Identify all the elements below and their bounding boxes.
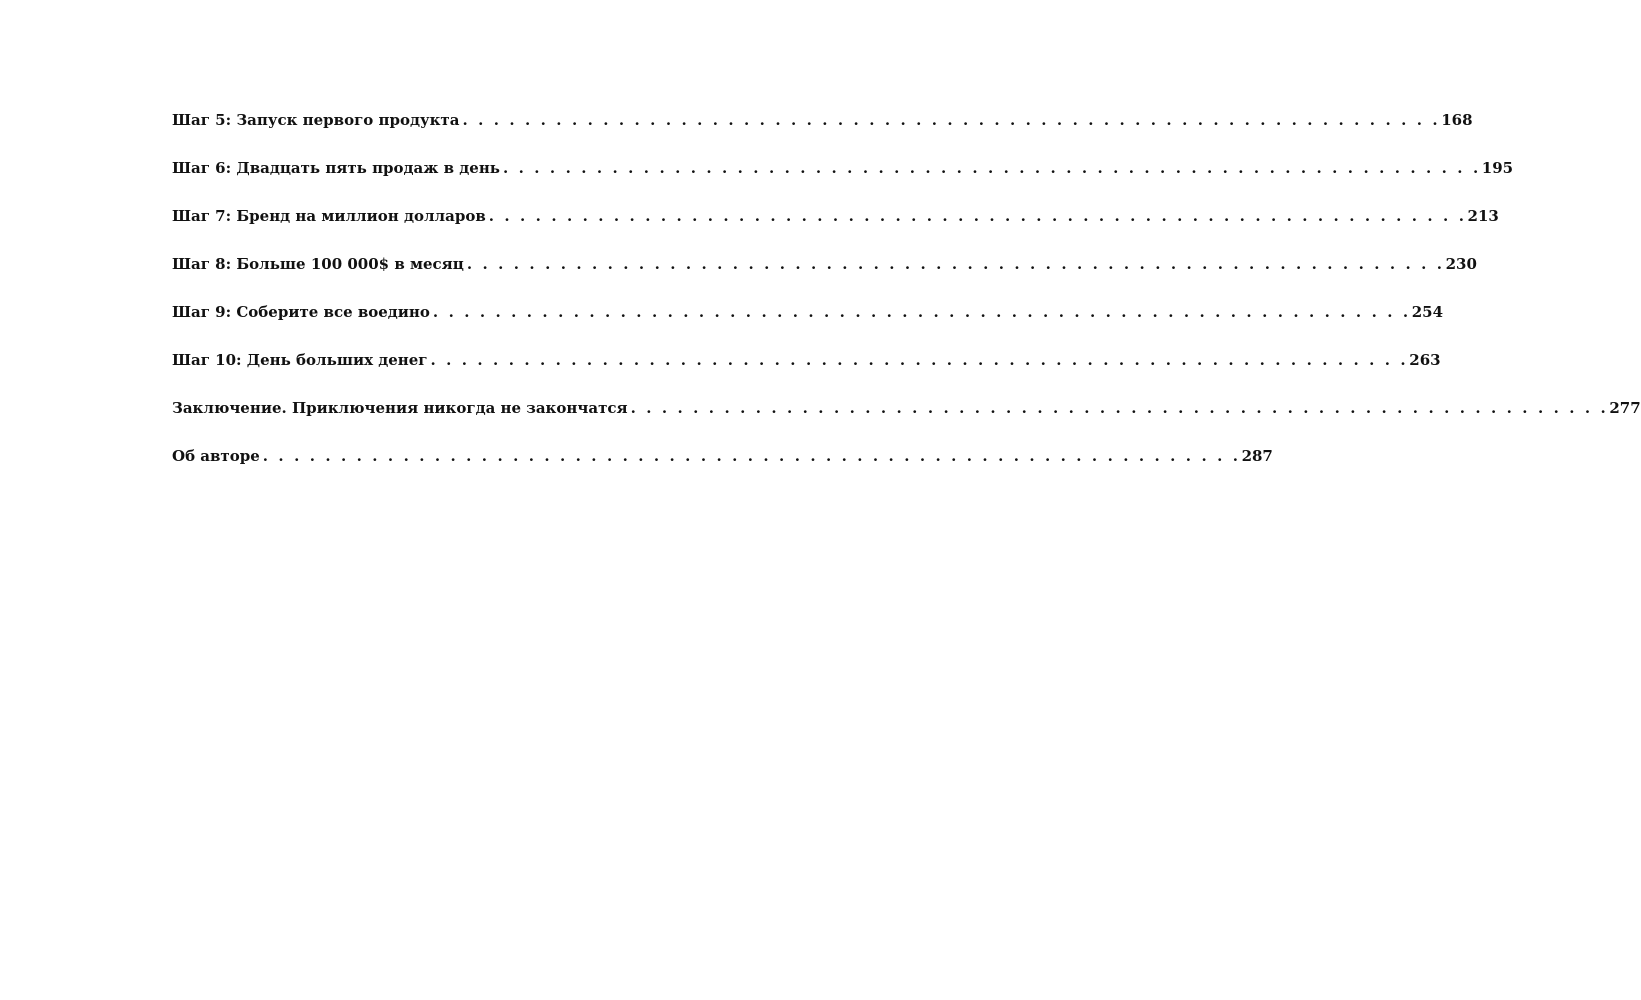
toc-entry-page: 287	[1241, 447, 1273, 465]
toc-entry-step-10[interactable]	[172, 348, 1441, 396]
toc-entry-title: Заключение. Приключения никогда не закончатся	[172, 399, 628, 417]
toc-entry-step-5[interactable]	[172, 108, 1473, 156]
toc-entry-step-7[interactable]	[172, 204, 1499, 252]
toc-entry-page: 263	[1409, 351, 1441, 369]
toc-dot-leader: . . . . . . . . . . . . . . . . . . . . . . . . . . . . . . . . . . . . . . . . . . . . . . . . . . . . . . . . . . . . . . .	[488, 207, 1467, 225]
toc-entry-step-8[interactable]	[172, 252, 1477, 300]
toc-dot-leader: . . . . . . . . . . . . . . . . . . . . . . . . . . . . . . . . . . . . . . . . . . . . . . . . . . . . . . . . . . . . . . .	[430, 351, 1409, 369]
toc-dot-leader: . . . . . . . . . . . . . . . . . . . . . . . . . . . . . . . . . . . . . . . . . . . . . . . . . . . . . . . . . . . . . . .	[503, 159, 1481, 177]
toc-dot-leader: . . . . . . . . . . . . . . . . . . . . . . . . . . . . . . . . . . . . . . . . . . . . . . . . . . . . . . . . . . . . . . .	[466, 255, 1445, 273]
toc-entry-title: Шаг 8: Больше 100 000$ в месяц	[172, 255, 464, 273]
toc-entry-step-9[interactable]	[172, 300, 1444, 348]
toc-entry-title: Шаг 10: День больших денег	[172, 351, 428, 369]
toc-entry-step-6[interactable]	[172, 156, 1514, 204]
toc-entry-title: Шаг 7: Бренд на миллион долларов	[172, 207, 486, 225]
toc-entry-title: Об авторе	[172, 447, 260, 465]
table-of-contents	[172, 108, 1641, 492]
toc-entry-page: 277	[1609, 399, 1641, 417]
toc-entry-page: 195	[1481, 159, 1514, 177]
toc-entry-page: 230	[1445, 255, 1477, 273]
toc-dot-leader: . . . . . . . . . . . . . . . . . . . . . . . . . . . . . . . . . . . . . . . . . . . . . . . . . . . . . . . . . . . . . . .	[630, 399, 1609, 417]
toc-entry-page: 168	[1441, 111, 1473, 129]
toc-entry-title: Шаг 9: Соберите все воедино	[172, 303, 430, 321]
toc-entry-page: 213	[1467, 207, 1499, 225]
toc-entry-about-author[interactable]	[172, 444, 1273, 492]
toc-dot-leader: . . . . . . . . . . . . . . . . . . . . . . . . . . . . . . . . . . . . . . . . . . . . . . . . . . . . . . . . . . . . . . .	[432, 303, 1411, 321]
toc-entry-conclusion[interactable]	[172, 396, 1641, 444]
toc-entry-title: Шаг 5: Запуск первого продукта	[172, 111, 460, 129]
toc-entry-page: 254	[1411, 303, 1444, 321]
toc-dot-leader: . . . . . . . . . . . . . . . . . . . . . . . . . . . . . . . . . . . . . . . . . . . . . . . . . . . . . . . . . . . . . . .	[462, 111, 1441, 129]
toc-dot-leader: . . . . . . . . . . . . . . . . . . . . . . . . . . . . . . . . . . . . . . . . . . . . . . . . . . . . . . . . . . . . . . .	[262, 447, 1241, 465]
toc-entry-title: Шаг 6: Двадцать пять продаж в день	[172, 159, 500, 177]
